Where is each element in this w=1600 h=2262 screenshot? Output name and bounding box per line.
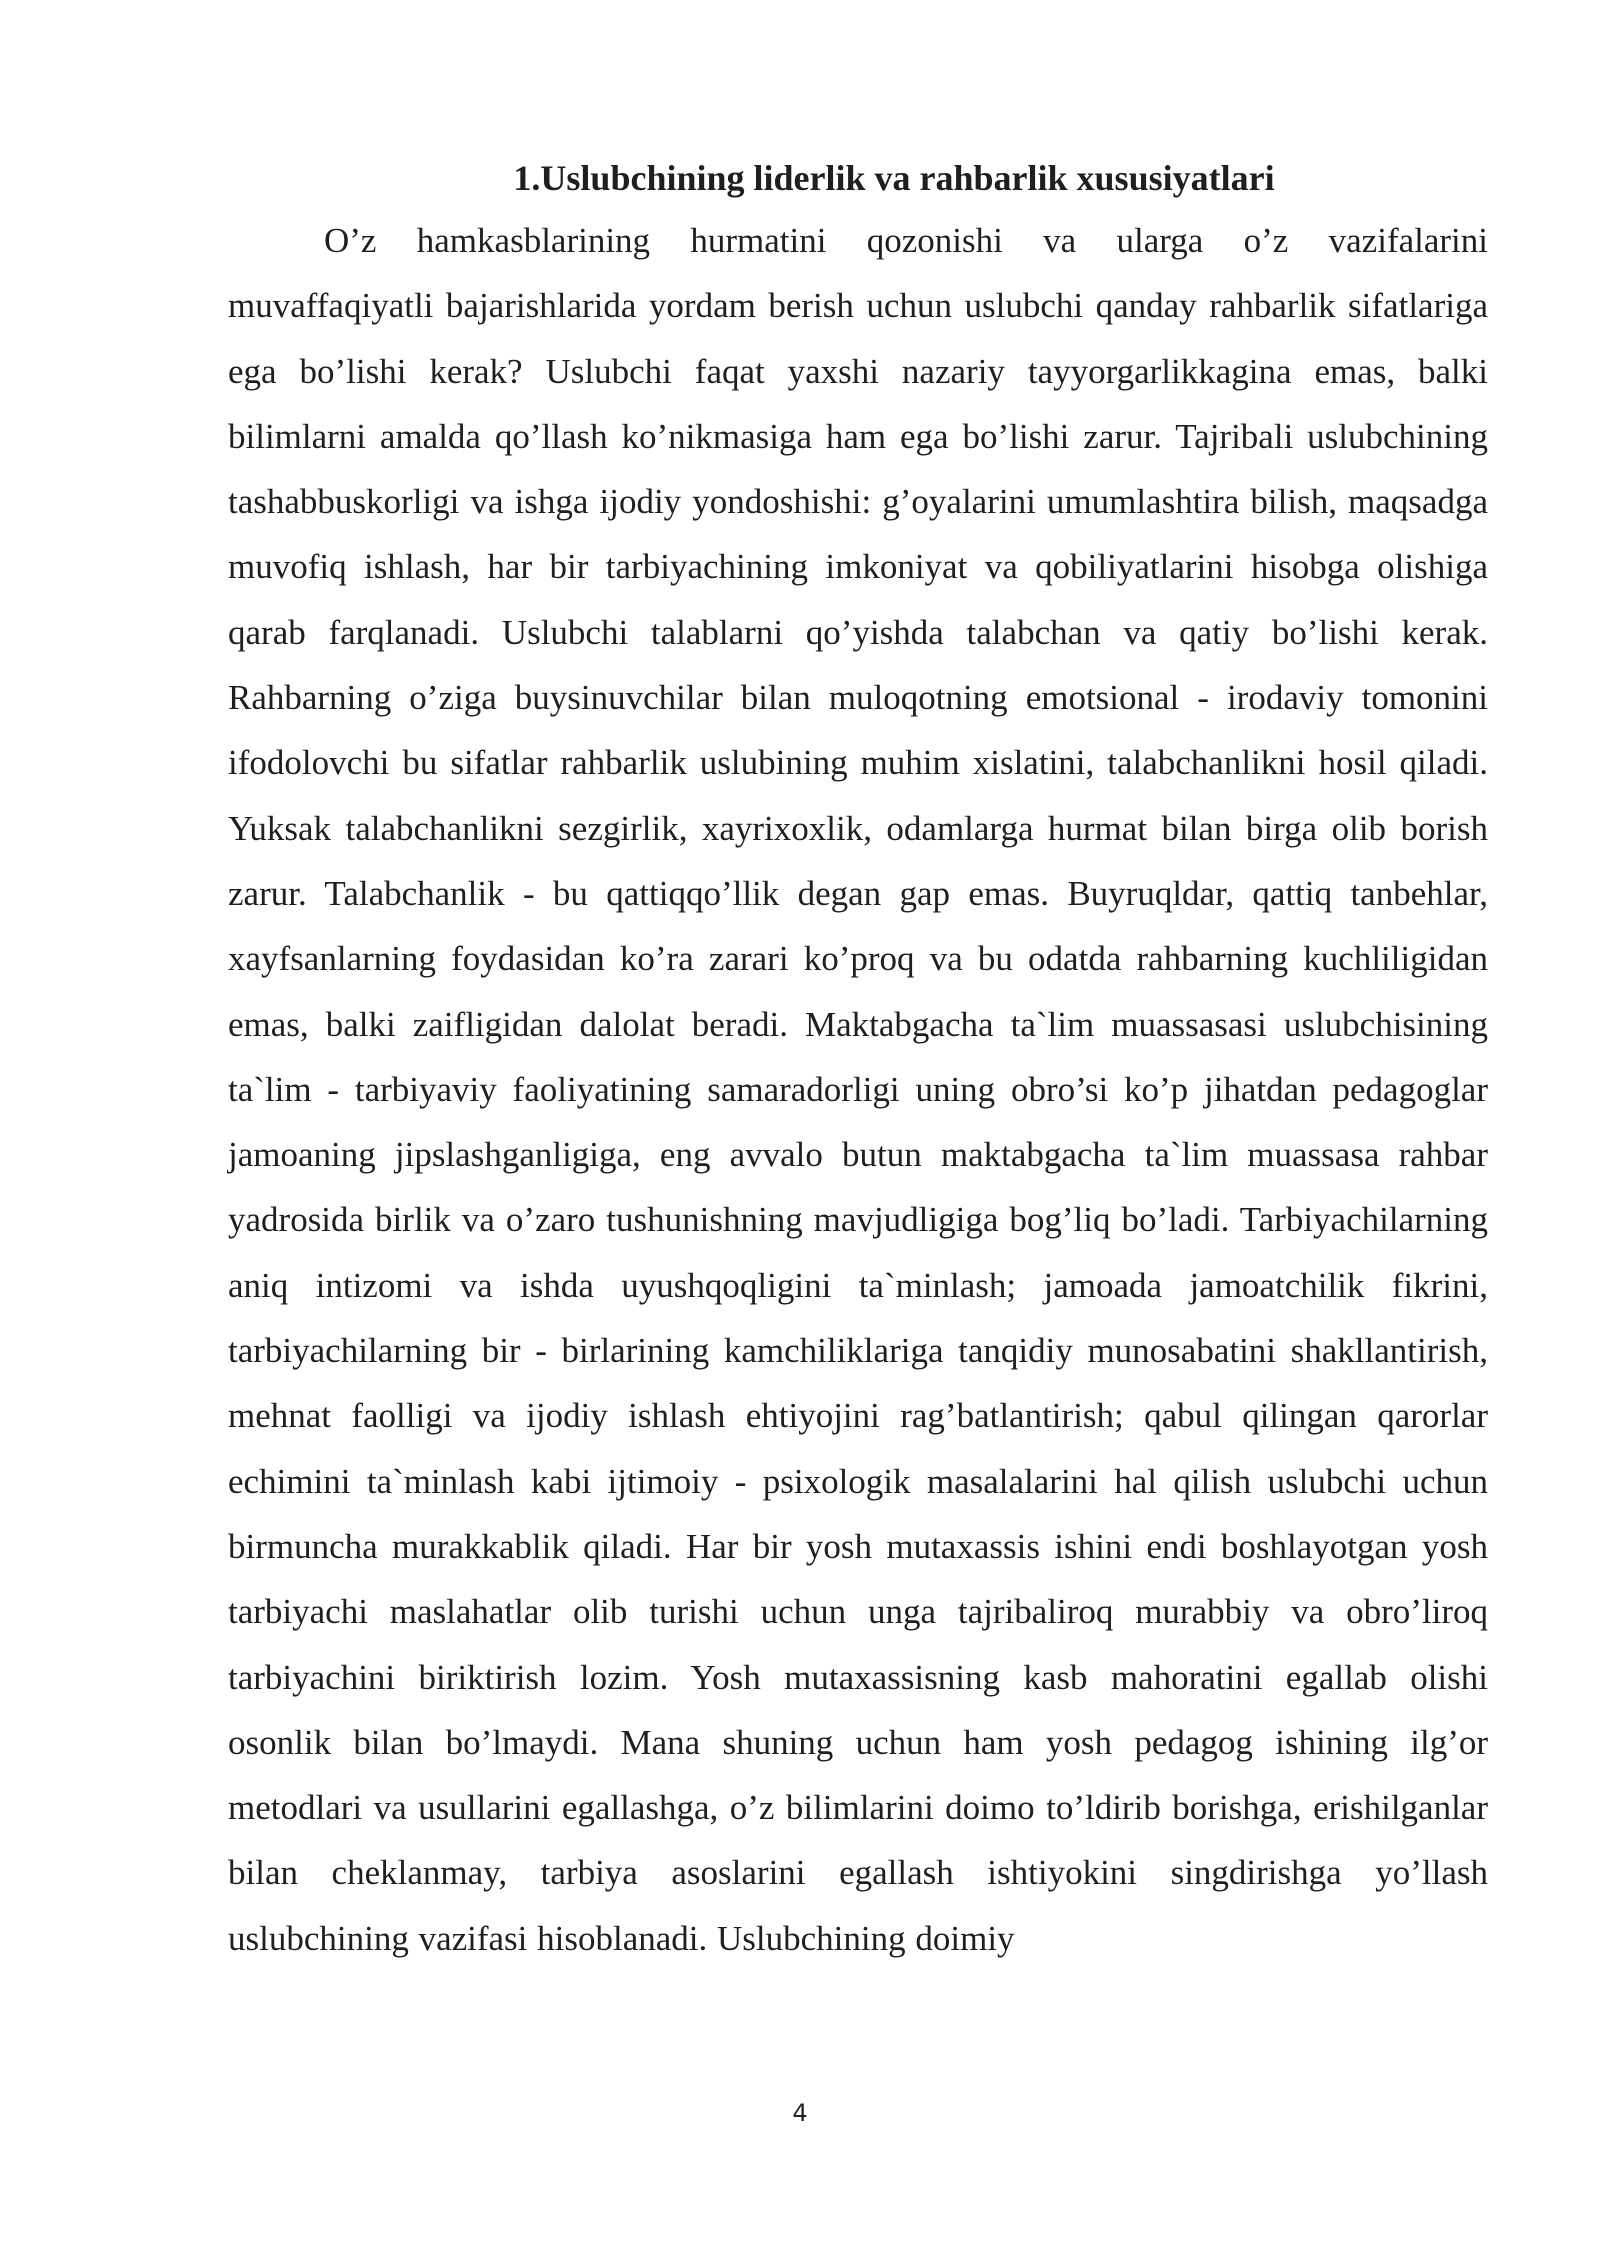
section-heading: 1.Uslubchining liderlik va rahbarlik xususiyatlari — [513, 158, 1275, 198]
page-number: 4 — [792, 2099, 808, 2127]
body-paragraph: O’z hamkasblarining hurmatini qozonishi va ularga o’z vazifalarini muvaffaqiyatli bajarishlarida yordam berish uchun uslubchi qanday rahbarlik sifatlariga ega bo’lishi kerak? Uslubchi faqat yaxshi nazariy tayyorgarlikkagina emas, balki bilimlarni amalda qo’llash ko’nikmasiga ham ega bo’lishi zarur. Tajribali uslubchining tashabbuskorligi va ishga ijodiy yondoshishi: g’oyalarini umumlashtira bilish, maqsadga muvofiq ishlash, har bir tarbiyachining imkoniyat va qobiliyatlarini hisobga olishiga qarab farqlanadi. Uslubchi talablarni qo’yishda talabchan va qatiy bo’lishi kerak. Rahbarning o’ziga buysinuvchilar bilan muloqotning emotsional - irodaviy tomonini ifodolovchi bu sifatlar rahbarlik uslubining muhim xislatini, talabchanlikni hosil qiladi. Yuksak talabchanlikni sezgirlik, xayrixoxlik, odamlarga hurmat bilan birga olib borish zarur. Talabchanlik - bu qattiqqo’llik degan gap emas. Buyruqldar, qattiq tanbehlar, xayfsanlarning foydasidan ko’ra zarari ko’proq va bu odatda rahbarning kuchliligidan emas, balki zaifligidan dalolat beradi. Maktabgacha ta`lim muassasasi uslubchisining ta`lim - tarbiyaviy faoliyatining samaradorligi uning obro’si ko’p jihatdan pedagoglar jamoaning jipslashganligiga, eng avvalo butun maktabgacha ta`lim muassasa rahbar yadrosida birlik va o’zaro tushunishning mavjudligiga bog’liq bo’ladi. Tarbiyachilarning aniq intizomi va ishda uyushqoqligini ta`minlash; jamoada jamoatchilik fikrini, tarbiyachilarning bir - birlarining kamchiliklariga tanqidiy munosabatini shakllantirish, mehnat faolligi va ijodiy ishlash ehtiyojini rag’batlantirish; qabul qilingan qarorlar echimini ta`minlash kabi ijtimoiy - psixologik masalalarini hal qilish uslubchi uchun birmuncha murakkablik qiladi. Har bir yosh mutaxassis ishini endi boshlayotgan yosh tarbiyachi maslahatlar olib turishi uchun unga tajribaliroq murabbiy va obro’liroq tarbiyachini biriktirish lozim. Yosh mutaxassisning kasb mahoratini egallab olishi osonlik bilan bo’lmaydi. Mana shuning uchun ham yosh pedagog ishining ilg’or metodlari va usullarini egallashga, o’z bilimlarini doimo to’ldirib borishga, erishilganlar bilan cheklanmay, tarbiya asoslarini egallash ishtiyokini singdirishga yo’llash uslubchining vazifasi hisoblanadi. Uslubchining doimiy — [228, 221, 1488, 1958]
